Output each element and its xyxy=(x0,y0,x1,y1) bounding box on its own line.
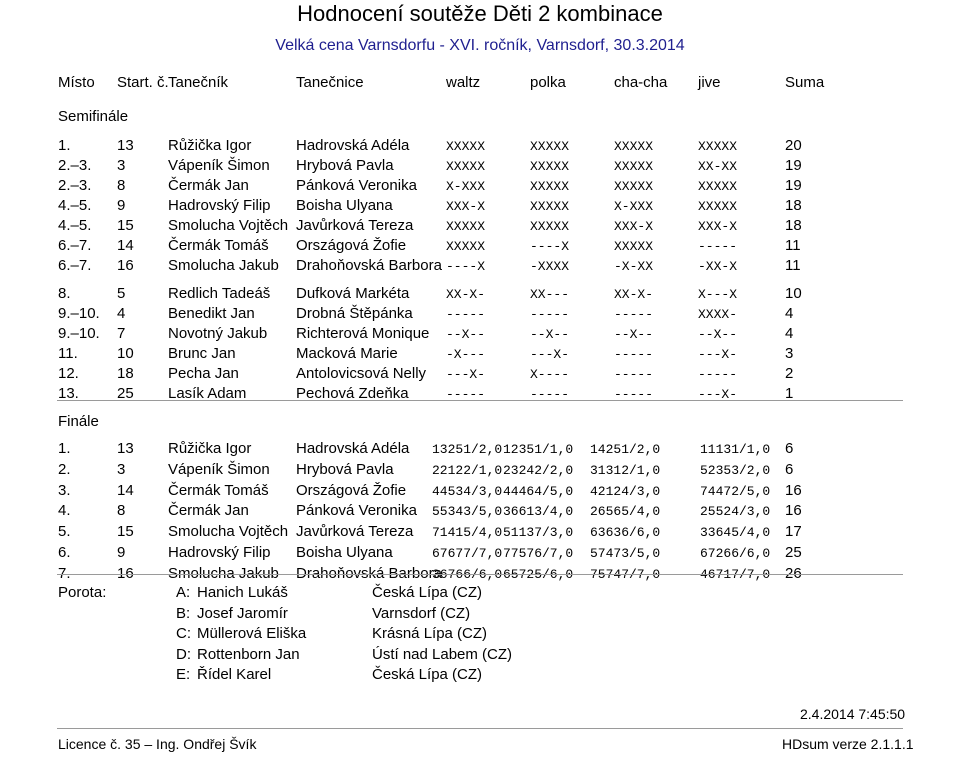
place-cell: 8. xyxy=(58,285,71,302)
place-cell: 2. xyxy=(58,460,71,478)
final-row xyxy=(0,440,960,460)
dance2-marks: 44464/5,0 xyxy=(503,483,574,499)
sum-cell: 3 xyxy=(785,345,794,362)
place-cell: 3. xyxy=(58,481,71,499)
partner-cell: Pánková Veronika xyxy=(296,177,417,194)
sum-cell: 26 xyxy=(785,564,802,582)
sum-cell: 4 xyxy=(785,305,794,322)
place-cell: 2.–3. xyxy=(58,177,92,194)
partner-cell: Javůrková Tereza xyxy=(296,217,414,234)
dancer-cell: Redlich Tadeáš xyxy=(168,285,271,302)
semifinal-row xyxy=(0,157,960,177)
place-cell: 1. xyxy=(58,440,71,457)
final-row xyxy=(0,544,960,564)
dance4-marks: XXXXX xyxy=(698,199,738,214)
dancer-cell: Čermák Jan xyxy=(168,177,249,194)
sum-cell: 6 xyxy=(785,460,794,478)
semifinal-label: Semifinále xyxy=(58,108,129,125)
dance1-marks: XXXXX xyxy=(446,159,486,174)
dance3-marks: XXX-X xyxy=(614,219,654,234)
dance3-marks: XXXXX xyxy=(614,139,654,154)
dance4-marks: 74472/5,0 xyxy=(700,483,771,499)
partner-cell: Drobná Štěpánka xyxy=(296,305,413,322)
dance4-marks: XXXXX xyxy=(698,139,738,154)
start-number-cell: 10 xyxy=(117,345,134,362)
semifinal-row xyxy=(0,345,960,365)
semifinal-row xyxy=(0,137,960,157)
dance3-marks: XXXXX xyxy=(614,159,654,174)
start-number-cell: 5 xyxy=(117,285,126,302)
sum-cell: 20 xyxy=(785,137,802,154)
dance3-marks: ----- xyxy=(614,367,654,382)
judge-name: Josef Jaromír xyxy=(197,604,288,622)
judge-letter: E: xyxy=(176,666,191,684)
dancer-cell: Smolucha Vojtěch xyxy=(168,217,289,234)
dance1-marks: 71415/4,0 xyxy=(432,525,503,541)
dance3-marks: --X-- xyxy=(614,327,654,342)
start-number-cell: 8 xyxy=(117,502,126,520)
start-number-cell: 7 xyxy=(117,325,126,342)
dance1-marks: 13251/2,0 xyxy=(432,442,503,457)
dance1-marks: XXXXX xyxy=(446,239,486,254)
place-cell: 11. xyxy=(58,345,78,362)
semifinal-row xyxy=(0,177,960,197)
dance2-marks: XXXXX xyxy=(530,179,570,194)
dance2-marks: 65725/6,0 xyxy=(503,566,574,582)
sum-cell: 16 xyxy=(785,502,802,520)
judge-letter: A: xyxy=(176,584,191,601)
dance3-marks: XX-X- xyxy=(614,287,654,302)
dance1-marks: XXX-X xyxy=(446,199,486,214)
dancer-cell: Čermák Tomáš xyxy=(168,237,269,254)
dance3-marks: 26565/4,0 xyxy=(590,504,661,520)
start-number-cell: 16 xyxy=(117,564,134,582)
start-number-cell: 16 xyxy=(117,257,134,274)
judge-city: Česká Lípa (CZ) xyxy=(372,666,483,684)
jury-label: Porota: xyxy=(58,584,107,601)
header-sum: Suma xyxy=(785,74,825,91)
start-number-cell: 3 xyxy=(117,157,126,174)
dance4-marks: --X-- xyxy=(698,327,738,342)
partner-cell: Pechová Zdeňka xyxy=(296,385,409,402)
dance2-marks: --X-- xyxy=(530,327,570,342)
page-title: Hodnocení soutěže Děti 2 kombinace xyxy=(297,1,663,26)
header-place: Místo xyxy=(58,74,95,91)
sum-cell: 19 xyxy=(785,157,802,174)
dance1-marks: XXXXX xyxy=(446,139,486,154)
dance1-marks: 55343/5,0 xyxy=(432,504,503,520)
timestamp: 2.4.2014 7:45:50 xyxy=(800,706,906,722)
partner-cell: Richterová Monique xyxy=(296,325,430,342)
dance4-marks: XX-XX xyxy=(698,159,738,174)
place-cell: 4.–5. xyxy=(58,197,92,214)
dancer-cell: Brunc Jan xyxy=(168,345,236,362)
dancer-cell: Hadrovský Filip xyxy=(168,544,271,561)
place-cell: 6.–7. xyxy=(58,237,92,254)
dance1-marks: -X--- xyxy=(446,347,486,362)
dancer-cell: Růžička Igor xyxy=(168,440,252,457)
start-number-cell: 3 xyxy=(117,460,126,478)
dance3-marks: ----- xyxy=(614,347,654,362)
sum-cell: 11 xyxy=(785,257,801,274)
sum-cell: 6 xyxy=(785,440,794,457)
dance4-marks: ---X- xyxy=(698,347,738,362)
header-dancer: Tanečník xyxy=(168,74,229,91)
sum-cell: 18 xyxy=(785,197,802,214)
section-divider-2 xyxy=(57,574,903,575)
dancer-cell: Čermák Jan xyxy=(168,502,249,520)
dance2-marks: ----- xyxy=(530,387,570,402)
start-number-cell: 8 xyxy=(117,177,126,194)
start-number-cell: 4 xyxy=(117,305,126,322)
final-label: Finále xyxy=(58,413,99,430)
dancer-cell: Novotný Jakub xyxy=(168,325,268,342)
start-number-cell: 15 xyxy=(117,523,134,541)
dance1-marks: ----X xyxy=(446,259,486,274)
place-cell: 4. xyxy=(58,502,71,520)
partner-cell: Drahoňovská Barbora xyxy=(296,257,442,274)
semifinal-row xyxy=(0,325,960,345)
header-partner: Tanečnice xyxy=(296,74,364,91)
dance3-marks: ----- xyxy=(614,387,654,402)
semifinal-row xyxy=(0,237,960,257)
sum-cell: 4 xyxy=(785,325,794,342)
dance3-marks: XXXXX xyxy=(614,239,654,254)
dance2-marks: 36613/4,0 xyxy=(503,504,574,520)
dance2-marks: X---- xyxy=(530,367,570,382)
dance4-marks: 11131/1,0 xyxy=(700,442,771,457)
judge-city: Ústí nad Labem (CZ) xyxy=(372,645,513,663)
dance4-marks: 67266/6,0 xyxy=(700,546,771,561)
footer-license: Licence č. 35 – Ing. Ondřej Švík xyxy=(58,736,257,752)
judge-name: Řídel Karel xyxy=(197,666,272,684)
dance2-marks: XXXXX xyxy=(530,199,570,214)
semifinal-row xyxy=(0,217,960,237)
dance1-marks: ----- xyxy=(446,387,486,402)
header-dance4: jive xyxy=(698,74,721,91)
dance2-marks: XXXXX xyxy=(530,159,570,174)
dance3-marks: 14251/2,0 xyxy=(590,442,661,457)
semifinal-row xyxy=(0,365,960,385)
dancer-cell: Lasík Adam xyxy=(168,385,247,402)
dance4-marks: ---X- xyxy=(698,387,738,402)
partner-cell: Dufková Markéta xyxy=(296,285,410,302)
sum-cell: 11 xyxy=(785,237,801,254)
semifinal-row xyxy=(0,257,960,277)
partner-cell: Pánková Veronika xyxy=(296,502,417,520)
dance2-marks: 12351/1,0 xyxy=(503,442,574,457)
dance3-marks: 42124/3,0 xyxy=(590,483,661,499)
dance1-marks: ---X- xyxy=(446,367,486,382)
dance3-marks: ----- xyxy=(614,307,654,322)
dance4-marks: XXX-X xyxy=(698,219,738,234)
dance2-marks: ----X xyxy=(530,239,570,254)
dance4-marks: 25524/3,0 xyxy=(700,504,771,520)
dance1-marks: X-XXX xyxy=(446,179,486,194)
sum-cell: 1 xyxy=(785,385,794,402)
dancer-cell: Čermák Tomáš xyxy=(168,481,269,499)
dance2-marks: XXXXX xyxy=(530,219,570,234)
semifinal-row xyxy=(0,385,960,405)
partner-cell: Boisha Ulyana xyxy=(296,544,393,561)
place-cell: 5. xyxy=(58,523,71,541)
start-number-cell: 25 xyxy=(117,385,134,402)
dance1-marks: XX-X- xyxy=(446,287,486,302)
start-number-cell: 9 xyxy=(117,544,126,561)
start-number-cell: 9 xyxy=(117,197,126,214)
judge-letter: D: xyxy=(176,645,191,663)
dance1-marks: --X-- xyxy=(446,327,486,342)
place-cell: 13. xyxy=(58,385,79,402)
place-cell: 9.–10. xyxy=(58,305,100,322)
dance1-marks: 67677/7,0 xyxy=(432,546,503,561)
judge-name: Hanich Lukáš xyxy=(197,584,288,601)
partner-cell: Antolovicsová Nelly xyxy=(296,365,427,382)
dancer-cell: Vápeník Šimon xyxy=(168,157,270,174)
dance1-marks: 44534/3,0 xyxy=(432,483,503,499)
dancer-cell: Benedikt Jan xyxy=(168,305,255,322)
judge-city: Krásná Lípa (CZ) xyxy=(372,625,488,643)
semifinal-row xyxy=(0,285,960,305)
dance2-marks: ---X- xyxy=(530,347,570,362)
section-divider xyxy=(57,400,903,401)
place-cell: 4.–5. xyxy=(58,217,92,234)
dance4-marks: ----- xyxy=(698,239,738,254)
place-cell: 1. xyxy=(58,137,71,154)
dance1-marks: XXXXX xyxy=(446,219,486,234)
place-cell: 6. xyxy=(58,544,71,561)
dance1-marks: 36766/6,0 xyxy=(432,566,503,582)
semifinal-row xyxy=(0,197,960,217)
dance2-marks: 23242/2,0 xyxy=(503,462,574,478)
dancer-cell: Smolucha Jakub xyxy=(168,564,279,582)
dance4-marks: -XX-X xyxy=(698,259,738,274)
dance4-marks: 46717/7,0 xyxy=(700,566,771,582)
dancer-cell: Růžička Igor xyxy=(168,137,252,154)
judge-city: Česká Lípa (CZ) xyxy=(372,584,483,601)
judge-city: Varnsdorf (CZ) xyxy=(372,604,471,622)
footer-version: HDsum verze 2.1.1.1 xyxy=(782,736,914,752)
judge-letter: C: xyxy=(176,625,191,643)
dance4-marks: 52353/2,0 xyxy=(700,462,771,478)
dance1-marks: 22122/1,0 xyxy=(432,462,503,478)
header-dance1: waltz xyxy=(446,74,481,91)
place-cell: 9.–10. xyxy=(58,325,100,342)
sum-cell: 25 xyxy=(785,544,802,561)
dancer-cell: Smolucha Jakub xyxy=(168,257,279,274)
partner-cell: Javůrková Tereza xyxy=(296,523,414,541)
judge-letter: B: xyxy=(176,604,191,622)
judge-name: Müllerová Eliška xyxy=(197,625,307,643)
partner-cell: Hadrovská Adéla xyxy=(296,137,410,154)
dance2-marks: XXXXX xyxy=(530,139,570,154)
partner-cell: Drahoňovská Barbora xyxy=(296,564,442,582)
sum-cell: 19 xyxy=(785,177,802,194)
dance3-marks: X-XXX xyxy=(614,199,654,214)
partner-cell: Hrybová Pavla xyxy=(296,157,394,174)
dance3-marks: 75747/7,0 xyxy=(590,566,661,582)
place-cell: 12. xyxy=(58,365,79,382)
footer-divider xyxy=(57,728,903,729)
partner-cell: Boisha Ulyana xyxy=(296,197,393,214)
start-number-cell: 13 xyxy=(117,137,134,154)
dance3-marks: 63636/6,0 xyxy=(590,525,661,541)
header-dance2: polka xyxy=(530,74,566,91)
partner-cell: Hrybová Pavla xyxy=(296,460,394,478)
judge-name: Rottenborn Jan xyxy=(197,645,300,663)
dancer-cell: Smolucha Vojtěch xyxy=(168,523,289,541)
partner-cell: Hadrovská Adéla xyxy=(296,440,410,457)
dance4-marks: XXXX- xyxy=(698,307,738,322)
partner-cell: Országová Žofie xyxy=(296,237,407,254)
dancer-cell: Pecha Jan xyxy=(168,365,239,382)
dance4-marks: X---X xyxy=(698,287,738,302)
dancer-cell: Vápeník Šimon xyxy=(168,460,270,478)
dance2-marks: XX--- xyxy=(530,287,570,302)
start-number-cell: 14 xyxy=(117,481,134,499)
dance3-marks: XXXXX xyxy=(614,179,654,194)
semifinal-row xyxy=(0,305,960,325)
dance2-marks: ----- xyxy=(530,307,570,322)
start-number-cell: 14 xyxy=(117,237,134,254)
dance3-marks: 57473/5,0 xyxy=(590,546,661,561)
header-dance3: cha-cha xyxy=(614,74,668,91)
dance4-marks: XXXXX xyxy=(698,179,738,194)
partner-cell: Országová Žofie xyxy=(296,481,407,499)
final-row xyxy=(0,502,960,522)
final-row xyxy=(0,461,960,481)
sum-cell: 16 xyxy=(785,481,802,499)
final-row xyxy=(0,523,960,543)
sum-cell: 10 xyxy=(785,285,802,302)
dance3-marks: -X-XX xyxy=(614,259,654,274)
start-number-cell: 18 xyxy=(117,365,134,382)
dance4-marks: 33645/4,0 xyxy=(700,525,771,541)
start-number-cell: 13 xyxy=(117,440,134,457)
start-number-cell: 15 xyxy=(117,217,134,234)
place-cell: 2.–3. xyxy=(58,157,92,174)
partner-cell: Macková Marie xyxy=(296,345,398,362)
header-start: Start. č. xyxy=(117,74,169,91)
dance1-marks: ----- xyxy=(446,307,486,322)
dance2-marks: 77576/7,0 xyxy=(503,546,574,561)
place-cell: 7. xyxy=(58,564,71,582)
dance2-marks: 51137/3,0 xyxy=(503,525,574,541)
dance2-marks: -XXXX xyxy=(530,259,570,274)
sum-cell: 17 xyxy=(785,523,802,541)
place-cell: 6.–7. xyxy=(58,257,92,274)
dance3-marks: 31312/1,0 xyxy=(590,462,661,478)
dance4-marks: ----- xyxy=(698,367,738,382)
sum-cell: 2 xyxy=(785,365,794,382)
dancer-cell: Hadrovský Filip xyxy=(168,197,271,214)
page-subtitle: Velká cena Varnsdorfu - XVI. ročník, Varnsdorf, 30.3.2014 xyxy=(275,37,685,54)
sum-cell: 18 xyxy=(785,217,802,234)
final-row xyxy=(0,482,960,502)
